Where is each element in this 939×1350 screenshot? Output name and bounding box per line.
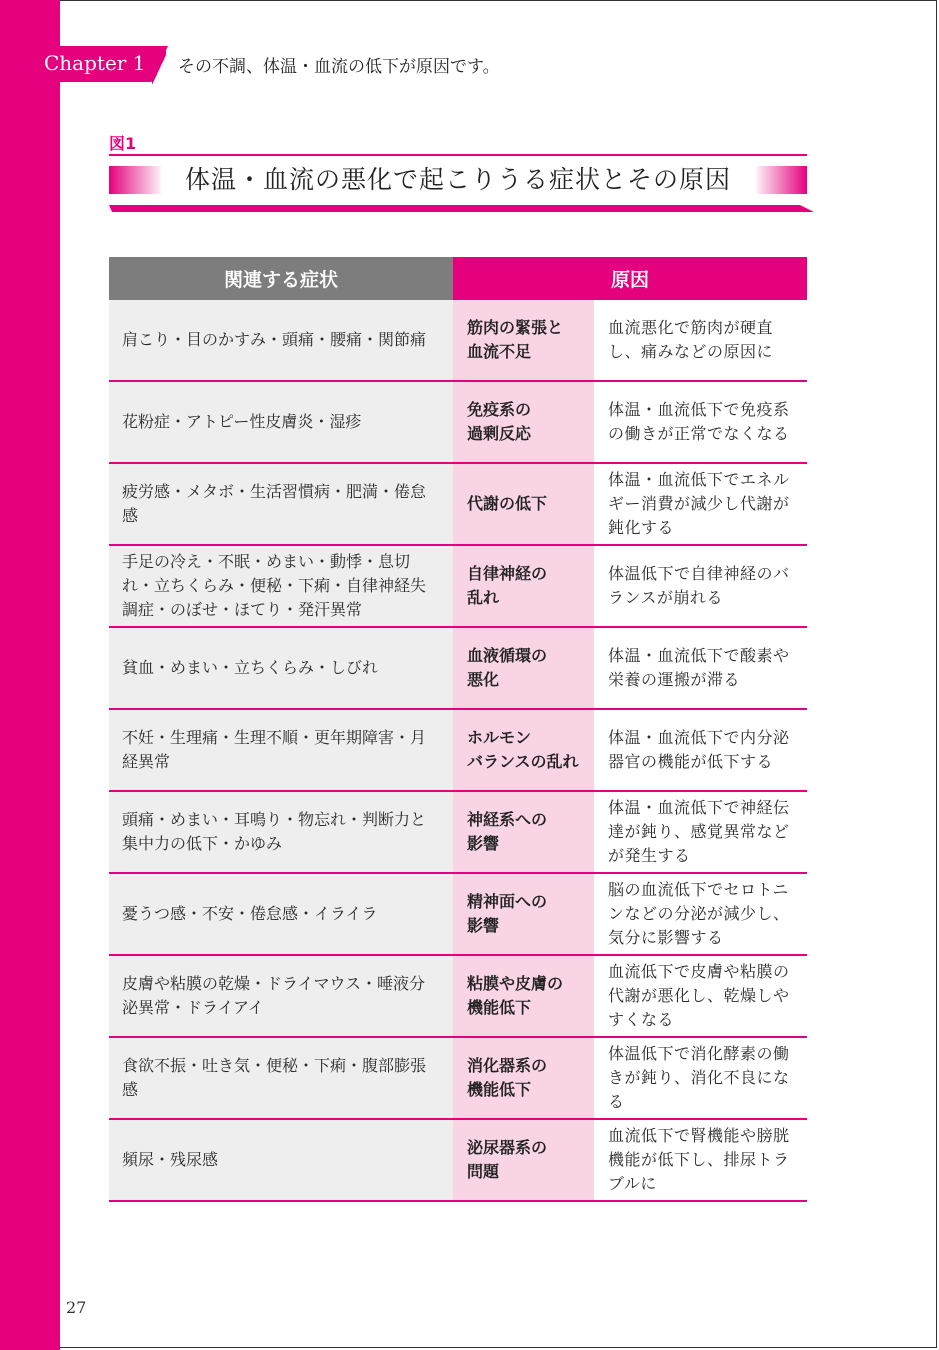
- table-row: [109, 956, 807, 1038]
- symptoms-cell: [109, 546, 453, 626]
- symptoms-text: 憂うつ感・不安・倦怠感・イライラ: [122, 904, 378, 923]
- header-symptoms: 関連する症状: [109, 257, 453, 300]
- cause-cell: 粘膜や皮膚の 機能低下: [453, 956, 594, 1036]
- symptoms-cell: [109, 464, 453, 544]
- symptoms-cell: [109, 628, 453, 708]
- cause-cell: 筋肉の緊張と 血流不足: [453, 300, 594, 380]
- symptoms-text: 貧血・めまい・立ちくらみ・しびれ: [122, 658, 379, 677]
- symptoms-cell: [109, 874, 453, 954]
- description-cell: [594, 874, 807, 954]
- description-cell: [594, 382, 807, 462]
- table-body: [109, 300, 807, 1202]
- title-rule-bottom: [109, 205, 814, 212]
- page-number: 27: [66, 1298, 87, 1317]
- symptoms-text: 疲労感・メタボ・生活習慣病・肥満・倦怠感: [122, 482, 427, 525]
- description-cell: [594, 464, 807, 544]
- table-row: [109, 300, 807, 382]
- symptoms-cell: [109, 1038, 453, 1118]
- cause-cell: 神経系への 影響: [453, 792, 594, 872]
- cause-cell: 血液循環の 悪化: [453, 628, 594, 708]
- description-cell: [594, 956, 807, 1036]
- cause-cell: 免疫系の 過剰反応: [453, 382, 594, 462]
- table-row: [109, 546, 807, 628]
- figure-label: 図1: [109, 134, 137, 153]
- symptoms-text: 手足の冷え・不眠・めまい・動悸・息切れ・立ちくらみ・便秘・下痢・自律神経失調症・のぼせ・ほてり・発汗異常: [122, 552, 427, 619]
- table-row: [109, 628, 807, 710]
- description-cell: [594, 1120, 807, 1200]
- chapter-label: Chapter 1: [44, 51, 146, 75]
- table-row: [109, 874, 807, 956]
- symptoms-text: 頻尿・残尿感: [122, 1150, 219, 1169]
- table-row: [109, 1120, 807, 1202]
- description-text: 血流悪化で筋肉が硬直し、痛みなどの原因に: [608, 318, 774, 361]
- description-text: 体温・血流低下でエネルギー消費が減少し代謝が鈍化する: [608, 470, 790, 537]
- symptoms-text: 肩こり・目のかすみ・頭痛・腰痛・関節痛: [122, 330, 427, 349]
- description-text: 脳の血流低下でセロトニンなどの分泌が減少し、気分に影響する: [608, 880, 790, 947]
- table-row: [109, 792, 807, 874]
- description-text: 体温・血流低下で酸素や栄養の運搬が滞る: [608, 646, 790, 689]
- description-cell: [594, 300, 807, 380]
- symptoms-text: 頭痛・めまい・耳鳴り・物忘れ・判断力と集中力の低下・かゆみ: [122, 810, 427, 853]
- cause-cell: 泌尿器系の 問題: [453, 1120, 594, 1200]
- chapter-side-band: [0, 0, 60, 1350]
- symptom-cause-table: [109, 257, 807, 1202]
- description-cell: [594, 1038, 807, 1118]
- header-cause: 原因: [453, 257, 807, 300]
- description-text: 体温・血流低下で内分泌器官の機能が低下する: [608, 728, 790, 771]
- symptoms-cell: [109, 956, 453, 1036]
- symptoms-cell: [109, 300, 453, 380]
- symptoms-cell: [109, 792, 453, 872]
- description-text: 体温・血流低下で免疫系の働きが正常でなくなる: [608, 400, 790, 443]
- description-text: 体温・血流低下で神経伝達が鈍り、感覚異常などが発生する: [608, 798, 790, 865]
- table-row: [109, 710, 807, 792]
- chapter-slash-decoration: [152, 48, 166, 84]
- symptoms-text: 皮膚や粘膜の乾燥・ドライマウス・唾液分泌異常・ドライアイ: [122, 974, 426, 1017]
- description-text: 血流低下で腎機能や膀胱機能が低下し、排尿トラブルに: [608, 1126, 790, 1193]
- description-cell: [594, 628, 807, 708]
- figure-title: 体温・血流の悪化で起こりうる症状とその原因: [184, 165, 731, 194]
- symptoms-text: 不妊・生理痛・生理不順・更年期障害・月経異常: [122, 728, 427, 771]
- cause-cell: 精神面への 影響: [453, 874, 594, 954]
- symptoms-cell: [109, 1120, 453, 1200]
- description-cell: [594, 792, 807, 872]
- symptoms-text: 食欲不振・吐き気・便秘・下痢・腹部膨張感: [122, 1056, 427, 1099]
- cause-cell: ホルモン バランスの乱れ: [453, 710, 594, 790]
- description-text: 体温低下で消化酵素の働きが鈍り、消化不良になる: [608, 1044, 790, 1111]
- description-cell: [594, 546, 807, 626]
- table-header: [109, 257, 807, 300]
- chapter-subtitle: その不調、体温・血流の低下が原因です。: [178, 57, 500, 77]
- symptoms-text: 花粉症・アトピー性皮膚炎・湿疹: [122, 412, 362, 431]
- table-row: [109, 1038, 807, 1120]
- symptoms-cell: [109, 382, 453, 462]
- description-text: 体温低下で自律神経のバランスが崩れる: [608, 564, 790, 607]
- cause-cell: 自律神経の 乱れ: [453, 546, 594, 626]
- symptoms-cell: [109, 710, 453, 790]
- cause-cell: 消化器系の 機能低下: [453, 1038, 594, 1118]
- table-row: [109, 382, 807, 464]
- title-rule-top: [109, 154, 807, 156]
- description-cell: [594, 710, 807, 790]
- description-text: 血流低下で皮膚や粘膜の代謝が悪化し、乾燥しやすくなる: [608, 962, 790, 1029]
- table-row: [109, 464, 807, 546]
- cause-cell: 代謝の低下: [453, 464, 594, 544]
